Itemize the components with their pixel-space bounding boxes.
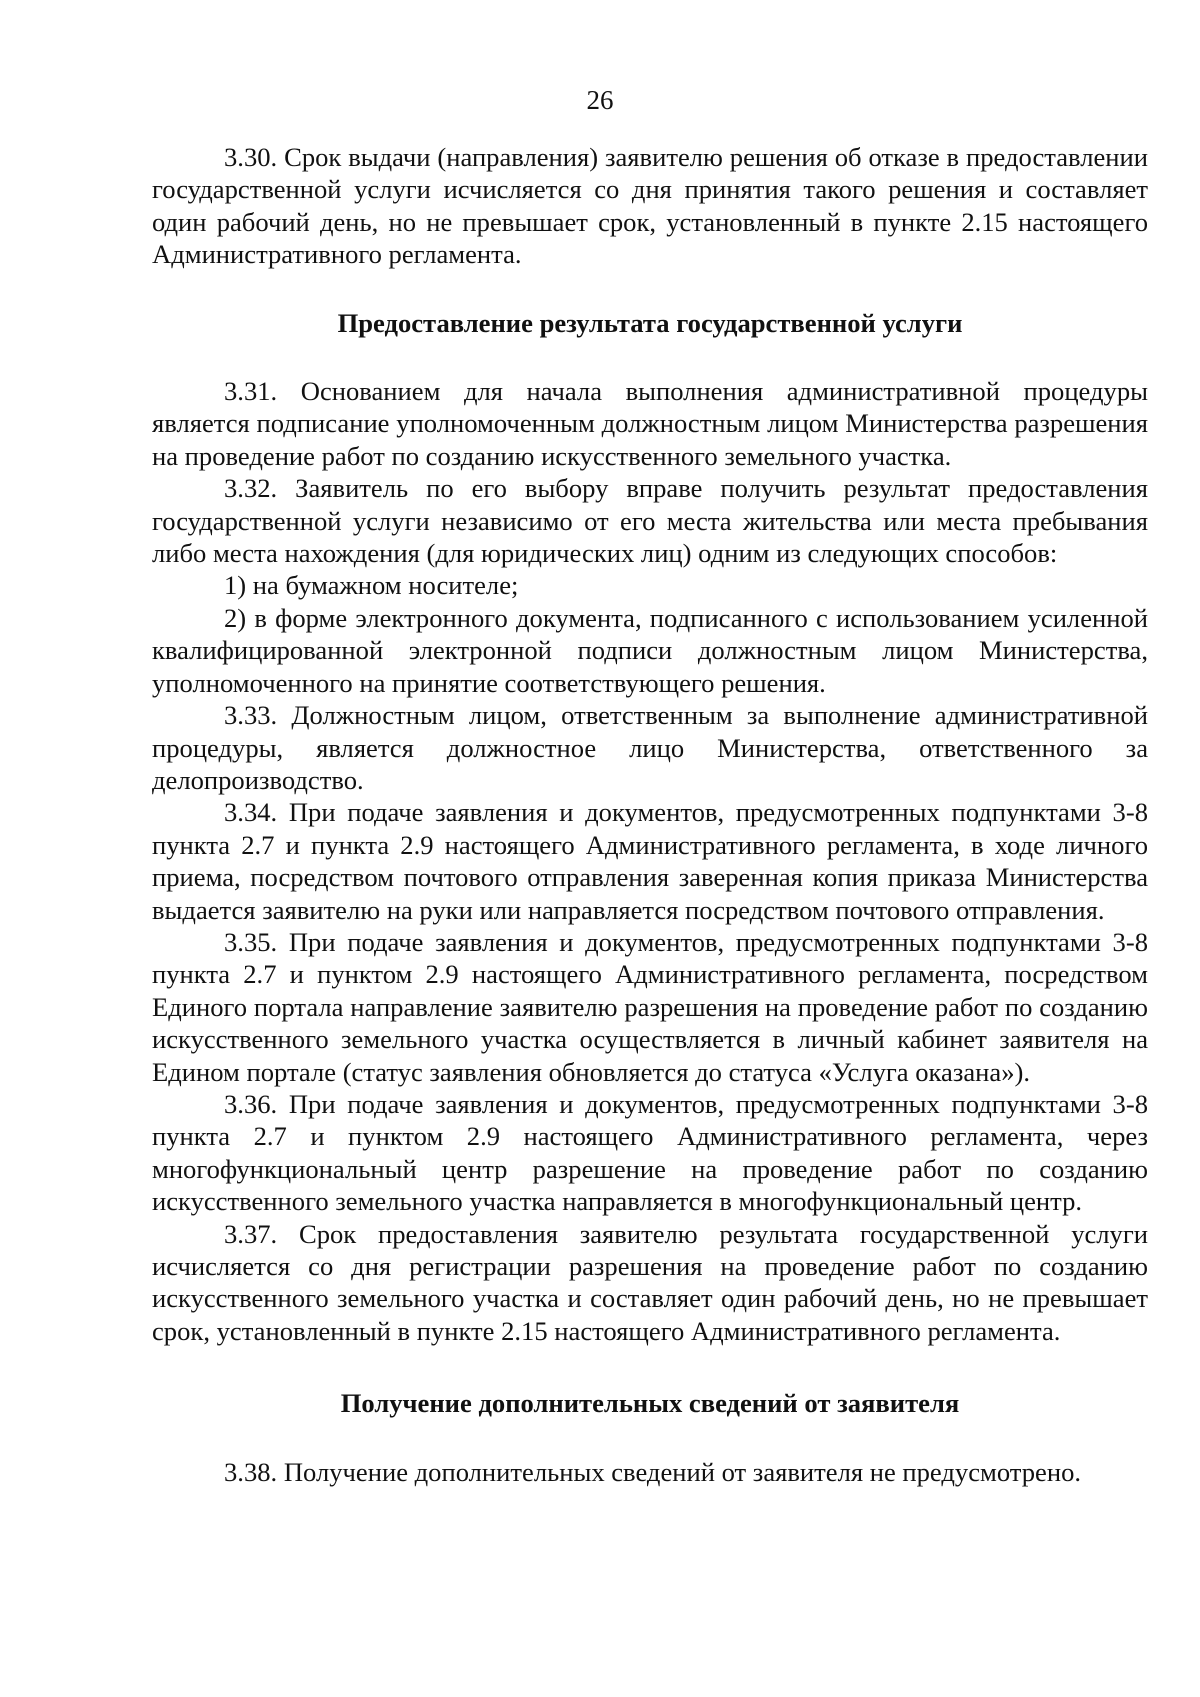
paragraph-3-33: 3.33. Должностным лицом, ответственным за выполнение административной процедуры, является должностное лицо Министерства, ответственного за делопроизводство. xyxy=(152,700,1148,795)
document-body xyxy=(152,141,1148,1488)
list-item-1: 1) на бумажном носителе; xyxy=(224,570,519,601)
paragraph-3-34: 3.34. При подаче заявления и документов, предусмотренных подпунктами 3-8 пункта 2.7 и пункта 2.9 настоящего Административного регламента, в ходе личного приема, посредством почтового отправления заверенная копия приказа Министерства выдается заявителю на руки или направляется посредством почтового отправления. xyxy=(152,797,1148,925)
paragraph-3-30: 3.30. Срок выдачи (направления) заявителю решения об отказе в предоставлении государственной услуги исчисляется со дня принятия такого решения и составляет один рабочий день, но не превышает срок, установленный в пункте 2.15 настоящего Административного регламента. xyxy=(152,142,1148,270)
page-number: 26 xyxy=(586,85,614,115)
paragraph-3-37: 3.37. Срок предоставления заявителю результата государственной услуги исчисляется со дня регистрации разрешения на проведение работ по созданию искусственного земельного участка и составляет один рабочий день, но не превышает срок, установленный в пункте 2.15 настоящего Административного регламента. xyxy=(152,1218,1148,1346)
section-heading-additional-info: Получение дополнительных сведений от заявителя xyxy=(340,1388,960,1419)
paragraph-3-36: 3.36. При подаче заявления и документов, предусмотренных подпунктами 3-8 пункта 2.7 и пунктом 2.9 настоящего Административного регламента, через многофункциональный центр разрешение на проведение работ по созданию искусственного земельного участка направляется в многофункциональный центр. xyxy=(152,1088,1148,1217)
list-item-2: 2) в форме электронного документа, подписанного с использованием усиленной квалифицированной электронной подписи должностным лицом Министерства, уполномоченного на принятие соответствующего решения. xyxy=(152,602,1148,698)
paragraph-3-35: 3.35. При подаче заявления и документов, предусмотренных подпунктами 3-8 пункта 2.7 и пунктом 2.9 настоящего Административного регламента, посредством Единого портала направление заявителю разрешения на проведение работ по созданию искусственного земельного участка осуществляется в личный кабинет заявителя на Едином портале (статус заявления обновляется до статуса «Услуга оказана»). xyxy=(152,926,1148,1087)
paragraph-3-31: 3.31. Основанием для начала выполнения административной процедуры является подписание уполномоченным должностным лицом Министерства разрешения на проведение работ по созданию искусственного земельного участка. xyxy=(152,376,1148,471)
paragraph-3-32: 3.32. Заявитель по его выбору вправе получить результат предоставления государственной услуги независимо от его места жительства или места пребывания либо места нахождения (для юридических лиц) одним из следующих способов: xyxy=(152,473,1148,569)
section-heading-result: Предоставление результата государственной услуги xyxy=(337,307,963,338)
paragraph-3-38: 3.38. Получение дополнительных сведений от заявителя не предусмотрено. xyxy=(224,1456,1082,1487)
